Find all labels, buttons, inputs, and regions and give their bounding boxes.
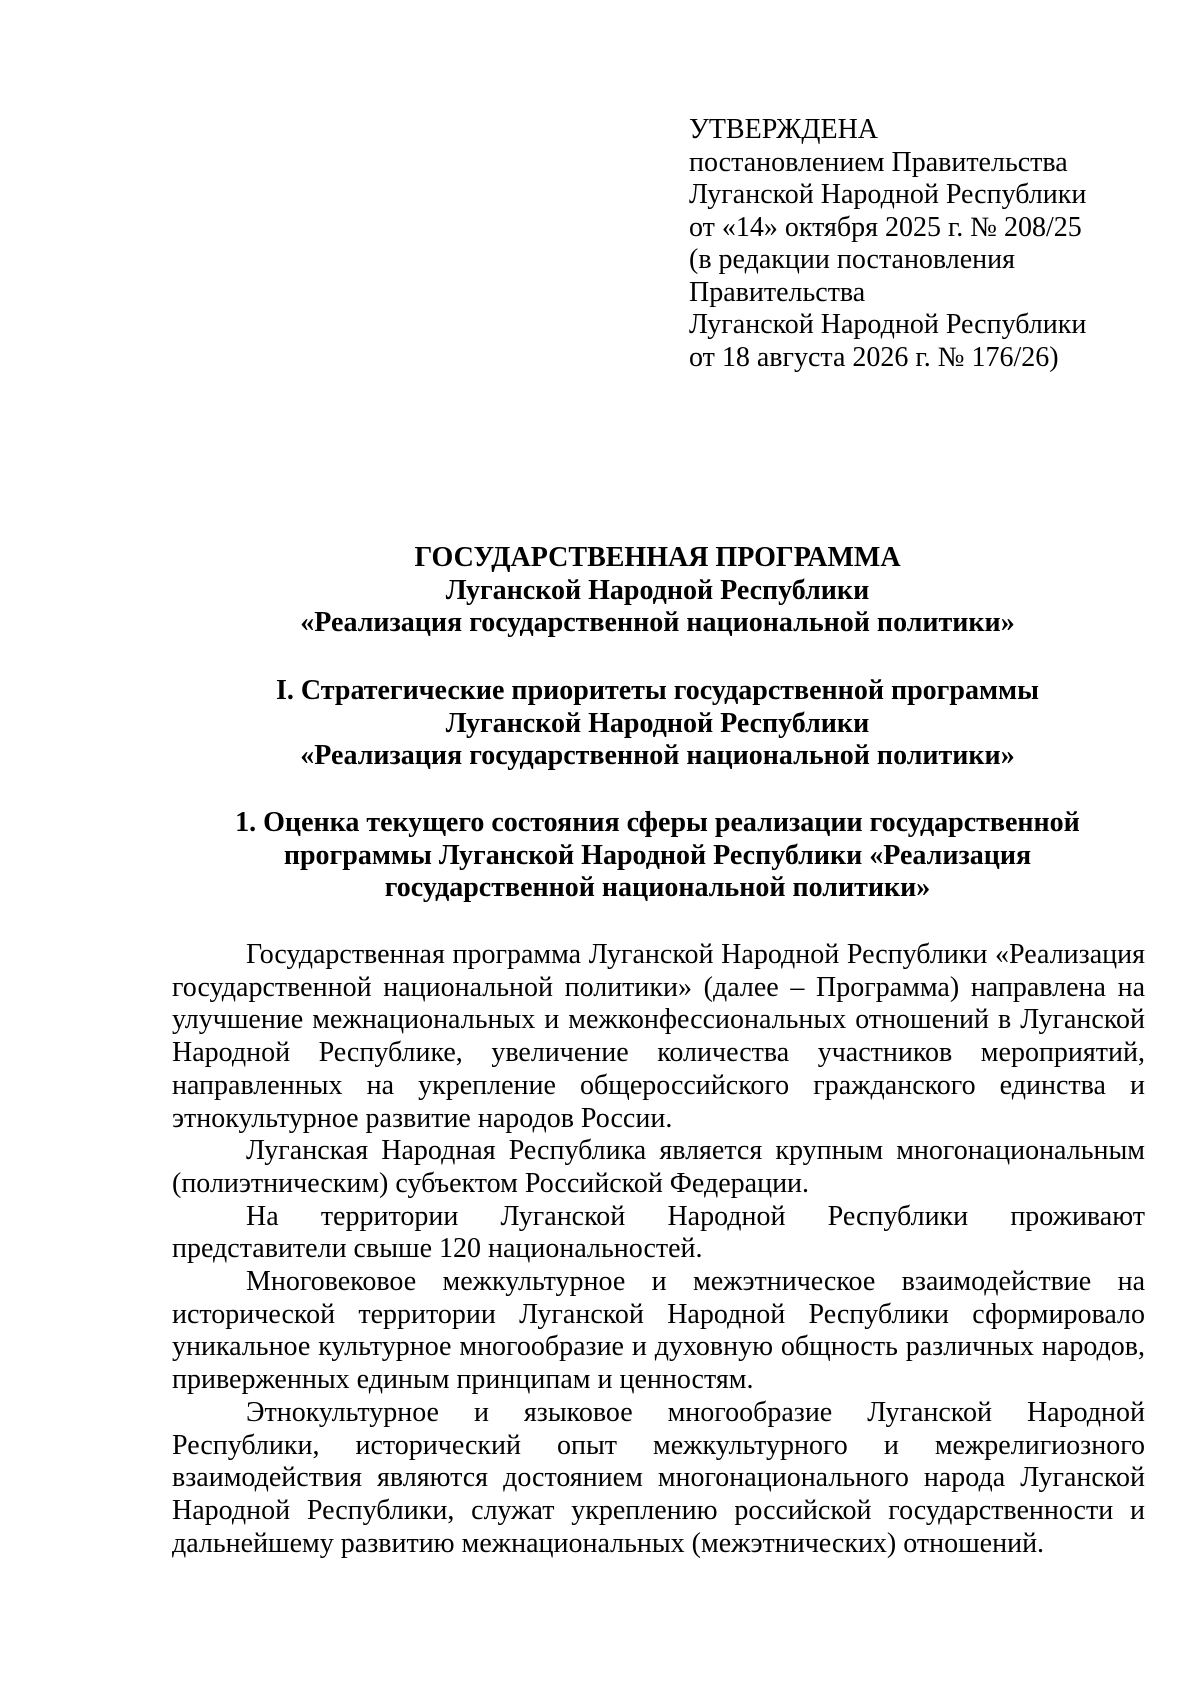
approval-line-revision: (в редакции постановления (689, 244, 1016, 275)
approval-line-resolution: постановлением Правительства (689, 146, 1068, 178)
approval-stamp (689, 114, 1169, 374)
subsection-heading-line-3: государственной национальной политики» (384, 872, 931, 903)
body-text (172, 939, 1145, 1560)
program-title-line-2: Луганской Народной Республики (445, 574, 870, 606)
paragraph-nationalities: На территории Луганской Народной Республики проживают представители свыше 120 национальностей. (172, 1200, 1145, 1265)
approval-line-date-number: от «14» октября 2025 г. № 208/25 (689, 211, 1082, 243)
approval-line-approved: УТВЕРЖДЕНА (689, 114, 879, 145)
program-title-line-3: «Реализация государственной национальной политики» (300, 607, 1015, 638)
paragraph-intercultural-interaction: Многовековое межкультурное и межэтническое взаимодействие на исторической территории Луганской Народной Республики сформировало уникальное культурное многообразие и духовную общность различных народов, приверженных единым принципам и ценностям. (172, 1266, 1145, 1396)
section-heading (170, 675, 1145, 773)
section-heading-line-2: Луганской Народной Республики (445, 707, 870, 739)
paragraph-ethnocultural-diversity: Этнокультурное и языковое многообразие Луганской Народной Республики, исторический опыт межкультурного и межрелигиозного взаимодействия являются достоянием многонационального народа Луганской Народной Республики, служат укреплению российской государственности и дальнейшему развитию межнациональных (межэтнических) отношений. (172, 1396, 1145, 1559)
approval-line-government: Правительства (689, 276, 866, 308)
subsection-heading-line-2: программы Луганской Народной Республики «Реализация (283, 839, 1032, 871)
subsection-heading (170, 807, 1145, 905)
paragraph-program-purpose: Государственная программа Луганской Народной Республики «Реализация государственной национальной политики» (далее – Программа) направлена на улучшение межнациональных и межконфессиональных отношений в Луганской Народной Республике, увеличение количества участников мероприятий, направленных на укрепление общероссийского гражданского единства и этнокультурное развитие народов России. (172, 939, 1145, 1134)
section-heading-line-3: «Реализация государственной национальной политики» (300, 740, 1015, 771)
program-title-line-1: ГОСУДАРСТВЕННАЯ ПРОГРАММА (414, 542, 901, 573)
subsection-heading-line-1: 1. Оценка текущего состояния сферы реализации государственной (235, 807, 1080, 838)
paragraph-multinational-subject: Луганская Народная Республика является крупным многонациональным (полиэтническим) субъектом Российской Федерации. (172, 1135, 1145, 1199)
approval-line-republic-2: Луганской Народной Республики (689, 309, 1087, 340)
approval-line-revision-date: от 18 августа 2026 г. № 176/26) (689, 341, 1059, 373)
program-title (170, 542, 1145, 640)
approval-line-republic: Луганской Народной Республики (689, 179, 1087, 210)
section-heading-line-1: I. Стратегические приоритеты государственной программы (276, 675, 1039, 706)
